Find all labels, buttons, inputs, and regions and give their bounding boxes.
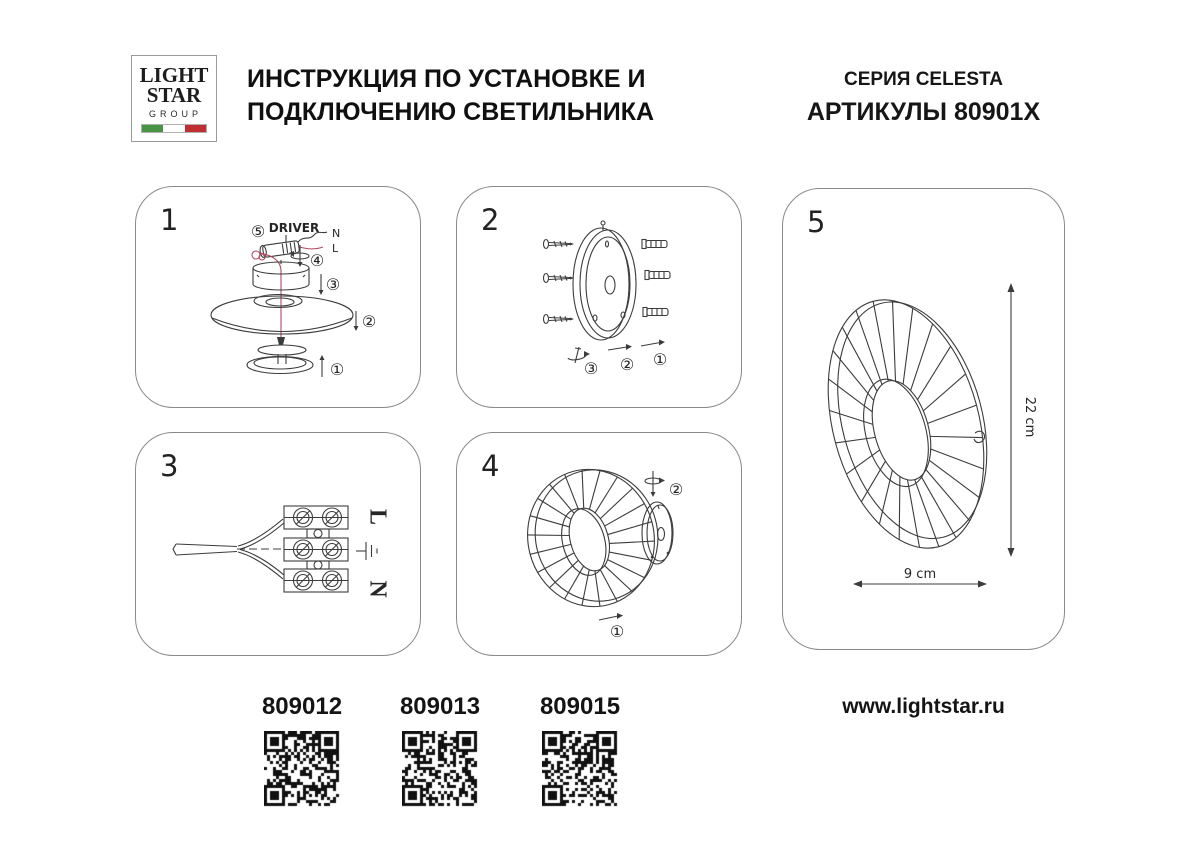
article-code: 809015 — [539, 693, 621, 720]
fixture-assembly-diagram — [457, 433, 743, 657]
ribbed-shade-large — [803, 281, 1014, 565]
title-line-2: ПОДКЛЮЧЕНИЮ СВЕТИЛЬНИКА — [247, 98, 655, 126]
flag-green — [142, 125, 163, 132]
wire-n-label: N — [332, 227, 341, 240]
step-1-marker: ① — [652, 350, 668, 369]
exploded-view-diagram — [136, 187, 422, 409]
series-box — [782, 69, 1065, 127]
article-column — [240, 693, 364, 807]
panel-number: 1 — [160, 203, 179, 237]
logo-word-group: GROUP — [148, 109, 202, 119]
height-dimension-label: 22 cm — [1022, 396, 1037, 438]
lightstar-logo — [131, 55, 217, 142]
supply-cable — [173, 544, 237, 555]
mounting-plate-diagram — [457, 187, 743, 409]
mounting-ring — [573, 221, 636, 340]
qr-code — [402, 731, 478, 807]
panel-step-2 — [456, 186, 742, 408]
step-5-marker: ⑤ — [250, 222, 266, 241]
article-column — [518, 693, 642, 807]
panel-step-4 — [456, 432, 742, 656]
dimension-diagram — [783, 189, 1066, 651]
depth-dimension-label: 9 cm — [903, 567, 937, 582]
terminal-label-l: L — [364, 508, 391, 526]
flag-white — [163, 125, 184, 132]
page-title — [247, 63, 654, 129]
driver-label: DRIVER — [268, 221, 320, 235]
title-line-1: ИНСТРУКЦИЯ ПО УСТАНОВКЕ И — [247, 65, 646, 93]
step-2-marker: ② — [668, 480, 684, 499]
screws — [544, 240, 575, 324]
qr-code — [542, 731, 618, 807]
panel-step-3 — [135, 432, 421, 656]
panel-number: 3 — [160, 449, 179, 483]
ribbed-shade — [512, 454, 673, 621]
logo-word-star: STAR — [146, 83, 202, 107]
step-1-marker: ① — [329, 360, 345, 379]
mount-disc — [258, 345, 306, 355]
step-4-marker: ④ — [309, 251, 325, 270]
ground-symbol — [356, 542, 377, 560]
series-label: СЕРИЯ CELESTA — [844, 69, 1003, 90]
logo-word-light: LIGHT — [139, 63, 209, 87]
website-url: www.lightstar.ru — [842, 695, 1005, 718]
wire-l-label: L — [332, 242, 339, 255]
l-wire — [299, 247, 323, 249]
qr-code — [264, 731, 340, 807]
wiring-diagram — [136, 433, 422, 657]
back-mounting-ring — [642, 502, 673, 564]
panel-number: 5 — [807, 205, 826, 239]
connector-plug — [277, 337, 285, 345]
terminal-label-n: N — [364, 580, 391, 598]
flag-red — [185, 125, 206, 132]
panel-number: 4 — [481, 449, 500, 483]
panel-step-1 — [135, 186, 421, 408]
panel-dimensions — [782, 188, 1065, 650]
height-dimension — [1008, 283, 1015, 557]
terminal-block — [284, 506, 348, 592]
step-3-marker: ③ — [583, 359, 599, 378]
step-3-marker: ③ — [325, 275, 341, 294]
article-column — [378, 693, 502, 807]
trim-ring — [247, 357, 313, 374]
step-1-marker: ① — [609, 622, 625, 641]
italian-flag-stripe — [141, 124, 207, 133]
articles-label: АРТИКУЛЫ 80901X — [806, 98, 1041, 126]
wall-anchors — [642, 240, 670, 317]
wire-bottom — [238, 552, 283, 579]
wire-top — [238, 519, 283, 546]
step-2-marker: ② — [619, 355, 635, 374]
diffuser-dish — [211, 295, 353, 335]
panel-number: 2 — [481, 203, 500, 237]
article-code: 809012 — [261, 693, 343, 720]
step-2-marker: ② — [361, 312, 377, 331]
article-code: 809013 — [399, 693, 481, 720]
